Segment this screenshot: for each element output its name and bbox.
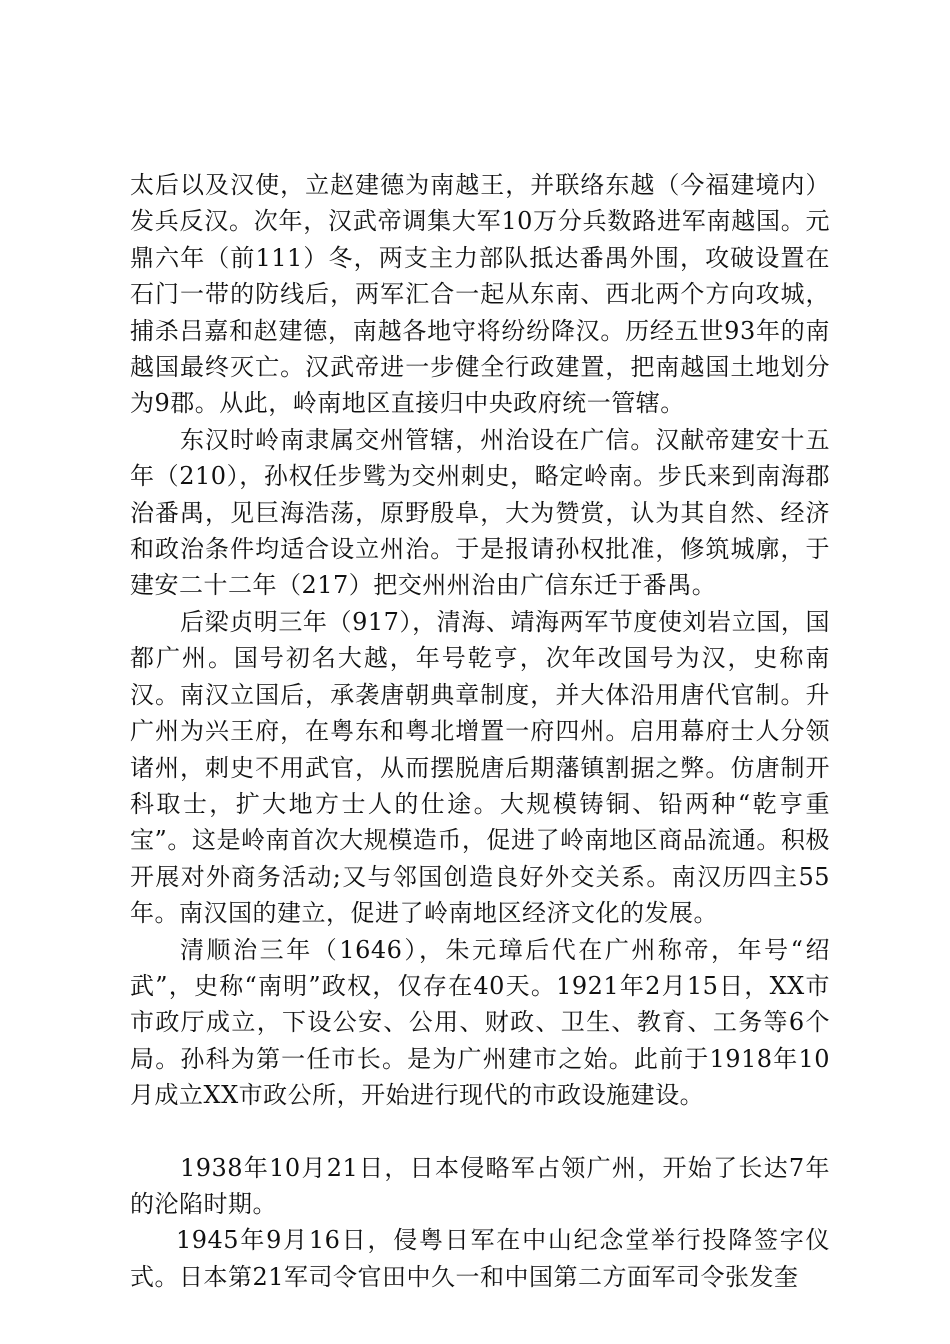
document-body: [130, 167, 830, 1295]
paragraph-spacer: [130, 1114, 830, 1150]
paragraph-eastern-han: 东汉时岭南隶属交州管辖，州治设在广信。汉献帝建安十五年（210），孙权任步骘为交州刺史，略定岭南。步氏来到南海郡治番禺，见巨海浩荡，原野殷阜，大为赞赏，认为其自然、经济和政治条件均适合设立州治。于是报请孙权批准，修筑城廓，于建安二十二年（217）把交州州治由广信东迁于番禺。: [130, 425, 830, 600]
paragraph-nanyue-fall: 太后以及汉使，立赵建德为南越王，并联络东越（今福建境内）发兵反汉。次年，汉武帝调集大军10万分兵数路进军南越国。元鼎六年（前111）冬，两支主力部队抵达番禺外围，攻破设置在石门一带的防线后，两军汇合一起从东南、西北两个方向攻城，捕杀吕嘉和赵建德，南越各地守将纷纷降汉。历经五世93年的南越国最终灭亡。汉武帝进一步健全行政建置，把南越国土地划分为9郡。从此，岭南地区直接归中央政府统一管辖。: [130, 171, 830, 418]
paragraph-qing-shunzhi: 清顺治三年（1646），朱元璋后代在广州称帝，年号“绍武”，史称“南明”政权，仅存在40天。1921年2月15日，XX市市政厅成立，下设公安、公用、财政、卫生、教育、工务等6个局。孙科为第一任市长。是为广州建市之始。此前于1918年10月成立XX市政公所，开始进行现代的市政设施建设。: [130, 935, 830, 1110]
paragraph-southern-han: 后梁贞明三年（917），清海、靖海两军节度使刘岩立国，国都广州。国号初名大越，年号乾亨，次年改国号为汉，史称南汉。南汉立国后，承袭唐朝典章制度，并大体沿用唐代官制。升广州为兴王府，在粤东和粤北增置一府四州。启用幕府士人分领诸州，刺史不用武官，从而摆脱唐后期藩镇割据之弊。仿唐制开科取士，扩大地方士人的仕途。大规模铸铜、铅两种“乾亨重宝”。这是岭南首次大规模造币，促进了岭南地区商品流通。积极开展对外商务活动;又与邻国创造良好外交关系。南汉历四主55年。南汉国的建立，促进了岭南地区经济文化的发展。: [130, 607, 830, 928]
paragraph-1938-occupation: 1938年10月21日，日本侵略军占领广州，开始了长达7年的沦陷时期。: [130, 1153, 830, 1218]
paragraph-1945-surrender: 1945年9月16日，侵粤日军在中山纪念堂举行投降签字仪式。日本第21军司令官田中久一和中国第二方面军司令张发奎: [130, 1226, 830, 1291]
